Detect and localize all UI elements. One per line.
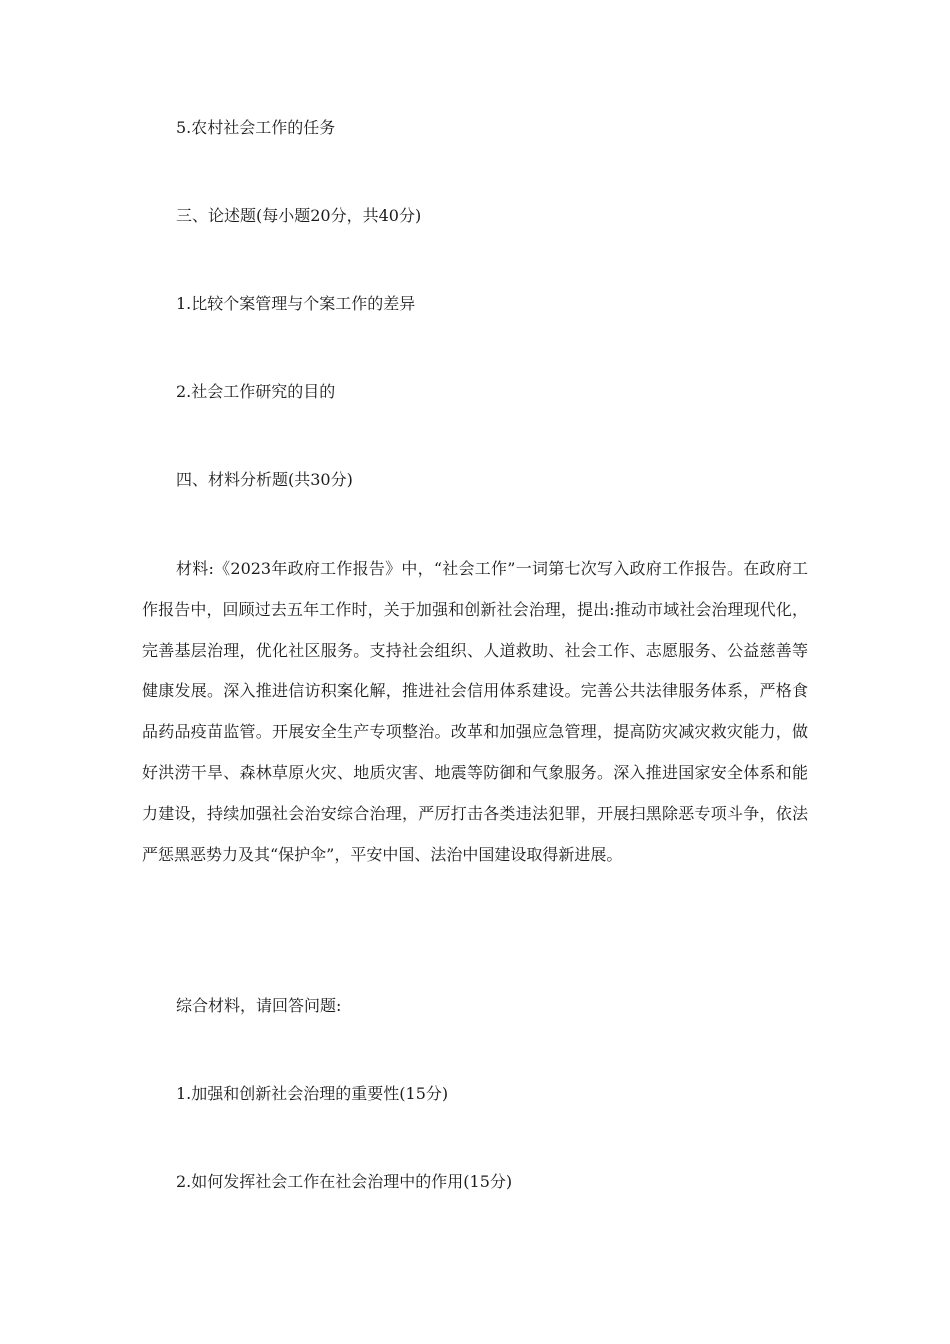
section-3-question-1: 1.比较个案管理与个案工作的差异 — [176, 294, 416, 313]
section-3-question-2: 2.社会工作研究的目的 — [176, 382, 336, 401]
material-paragraph: 材料:《2023年政府工作报告》中，“社会工作”一词第七次写入政府工作报告。在政府工作报告中，回顾过去五年工作时，关于加强和创新社会治理，提出:推动市域社会治理现代化，完善基层治理，优化社区服务。支持社会组织、人道救助、社会工作、志愿服务、公益慈善等健康发展。深入推进信访积案化解，推进社会信用体系建设。完善公共法律服务体系，严格食品药品疫苗监管。开展安全生产专项整治。改革和加强应急管理，提高防灾减灾救灾能力，做好洪涝干旱、森林草原火灾、地质灾害、地震等防御和气象服务。深入推进国家安全体系和能力建设，持续加强社会治安综合治理，严厉打击各类违法犯罪，开展扫黑除恶专项斗争，依法严惩黑恶势力及其“保护伞”，平安中国、法治中国建设取得新进展。 — [142, 559, 808, 864]
section-4-heading: 四、材料分析题(共30分) — [176, 470, 353, 489]
answer-prompt: 综合材料，请回答问题: — [176, 996, 342, 1015]
section-4-question-2: 2.如何发挥社会工作在社会治理中的作用(15分) — [176, 1172, 513, 1191]
list-item-rural-social-work-tasks: 5.农村社会工作的任务 — [176, 118, 336, 137]
section-4-question-1: 1.加强和创新社会治理的重要性(15分) — [176, 1084, 449, 1103]
section-3-heading: 三、论述题(每小题20分，共40分) — [176, 206, 422, 225]
